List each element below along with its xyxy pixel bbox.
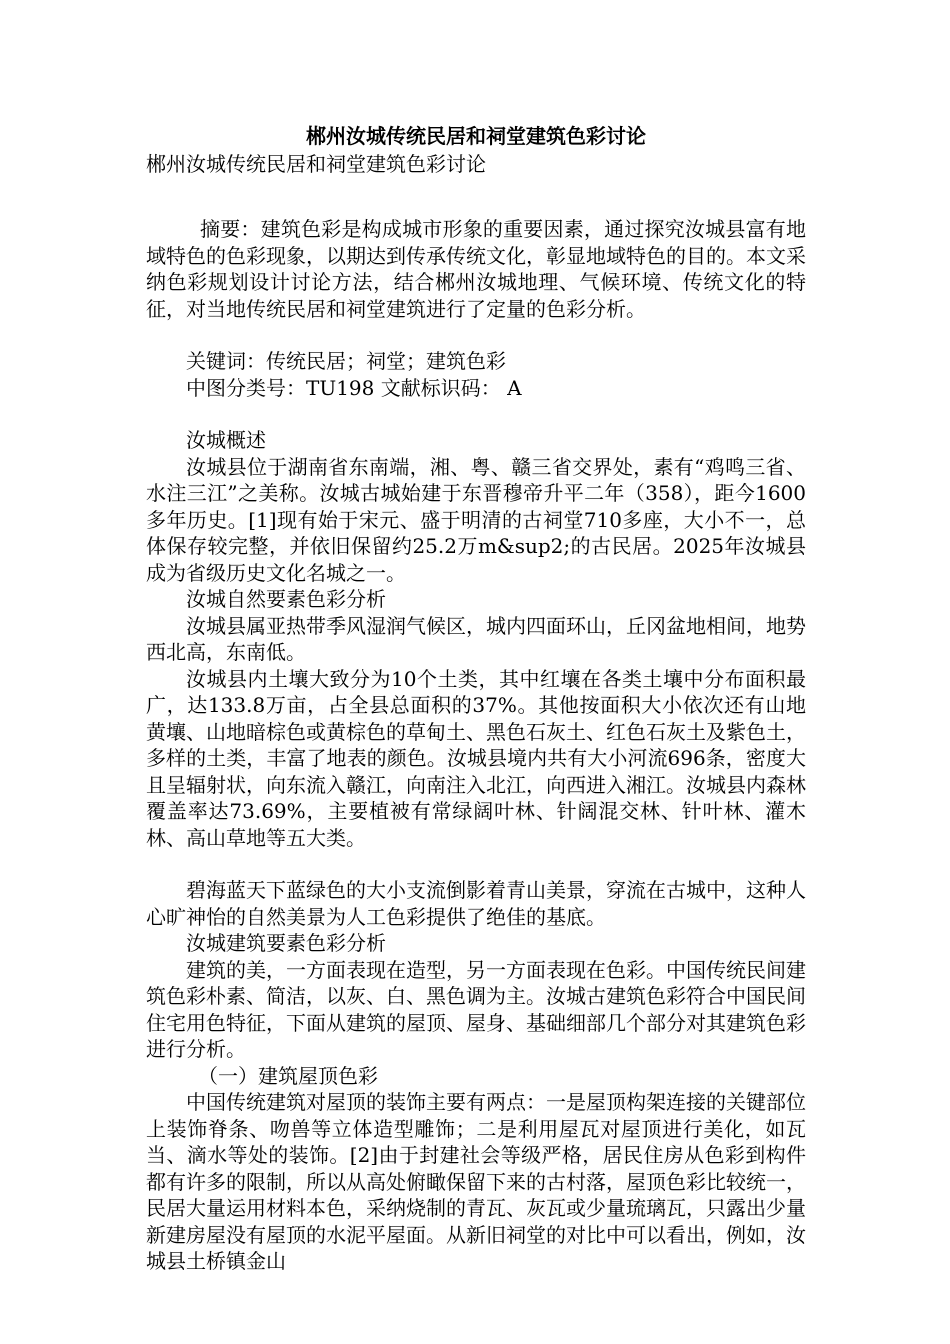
classification-line: 中图分类号：TU198 文献标识码： A (186, 375, 522, 400)
natural-climate-paragraph: 汝城县属亚热带季风湿润气候区，城内四面环山，丘冈盆地相间，地势西北高，东南低。 (146, 613, 806, 664)
abstract-paragraph: 摘要：建筑色彩是构成城市形象的重要因素，通过探究汝城县富有地域特色的色彩现象，以期达到传承传统文化，彰显地域特色的目的。本文采纳色彩规划设计讨论方法，结合郴州汝城地理、气候环境、传统文化的特征，对当地传统民居和祠堂建筑进行了定量的色彩分析。 (146, 217, 806, 321)
roof-color-paragraph: 中国传统建筑对屋顶的装饰主要有两点：一是屋顶构架连接的关键部位上装饰脊条、吻兽等立体造型雕饰；二是利用屋瓦对屋顶进行美化，如瓦当、滴水等处的装饰。[2]由于封建社会等级严格，居民住房从色彩到构件都有许多的限制，所以从高处俯瞰保留下来的古村落，屋顶色彩比较统一，民居大量运用材料本色，采纳烧制的青瓦、灰瓦或少量琉璃瓦，只露出少量新建房屋没有屋顶的水泥平屋面。从新旧祠堂的对比中可以看出，例如，汝城县土桥镇金山 (146, 1090, 806, 1273)
document-body (146, 122, 806, 1275)
keywords-line: 关键词：传统民居；祠堂；建筑色彩 (186, 349, 506, 373)
subsection-heading-roof-color: （一）建筑屋顶色彩 (198, 1063, 378, 1088)
document-subtitle: 郴州汝城传统民居和祠堂建筑色彩讨论 (146, 152, 486, 176)
natural-soil-paragraph: 汝城县内土壤大致分为10个土类，其中红壤在各类土壤中分布面积最广，达133.8万亩，占全县总面积的37%。其他按面积大小依次还有山地黄壤、山地暗棕色或黄棕色的草甸土、黑色石灰土、红色石灰土及紫色土，多样的土类，丰富了地表的颜色。汝城县境内共有大小河流696条，密度大且呈辐射状，向东流入赣江，向南注入北江，向西进入湘江。汝城县内森林覆盖率达73.69%，主要植被有常绿阔叶林、针阔混交林、针叶林、灌木林、高山草地等五大类。 (146, 666, 806, 850)
document-title: 郴州汝城传统民居和祠堂建筑色彩讨论 (306, 124, 646, 148)
architecture-intro-paragraph: 建筑的美，一方面表现在造型，另一方面表现在色彩。中国传统民间建筑色彩朴素、简洁，以灰、白、黑色调为主。汝城古建筑色彩符合中国民间住宅用色特征，下面从建筑的屋顶、屋身、基础细部几个部分对其建筑色彩进行分析。 (146, 957, 806, 1061)
section-heading-natural-color: 汝城自然要素色彩分析 (186, 587, 386, 611)
natural-scenery-paragraph: 碧海蓝天下蓝绿色的大小支流倒影着青山美景，穿流在古城中，这种人心旷神怡的自然美景为人工色彩提供了绝佳的基底。 (146, 878, 806, 929)
overview-paragraph: 汝城县位于湖南省东南端，湘、粤、赣三省交界处，素有“鸡鸣三省、水注三江”之美称。汝城古城始建于东晋穆帝升平二年（358），距今1600多年历史。[1]现有始于宋元、盛于明清的古祠堂710多座，大小不一，总体保存较完整，并依旧保留约25.2万m&sup2;的古民居。2025年汝城县成为省级历史文化名城之一。 (146, 454, 806, 585)
section-heading-overview: 汝城概述 (186, 428, 266, 452)
section-heading-architecture-color: 汝城建筑要素色彩分析 (186, 931, 386, 955)
